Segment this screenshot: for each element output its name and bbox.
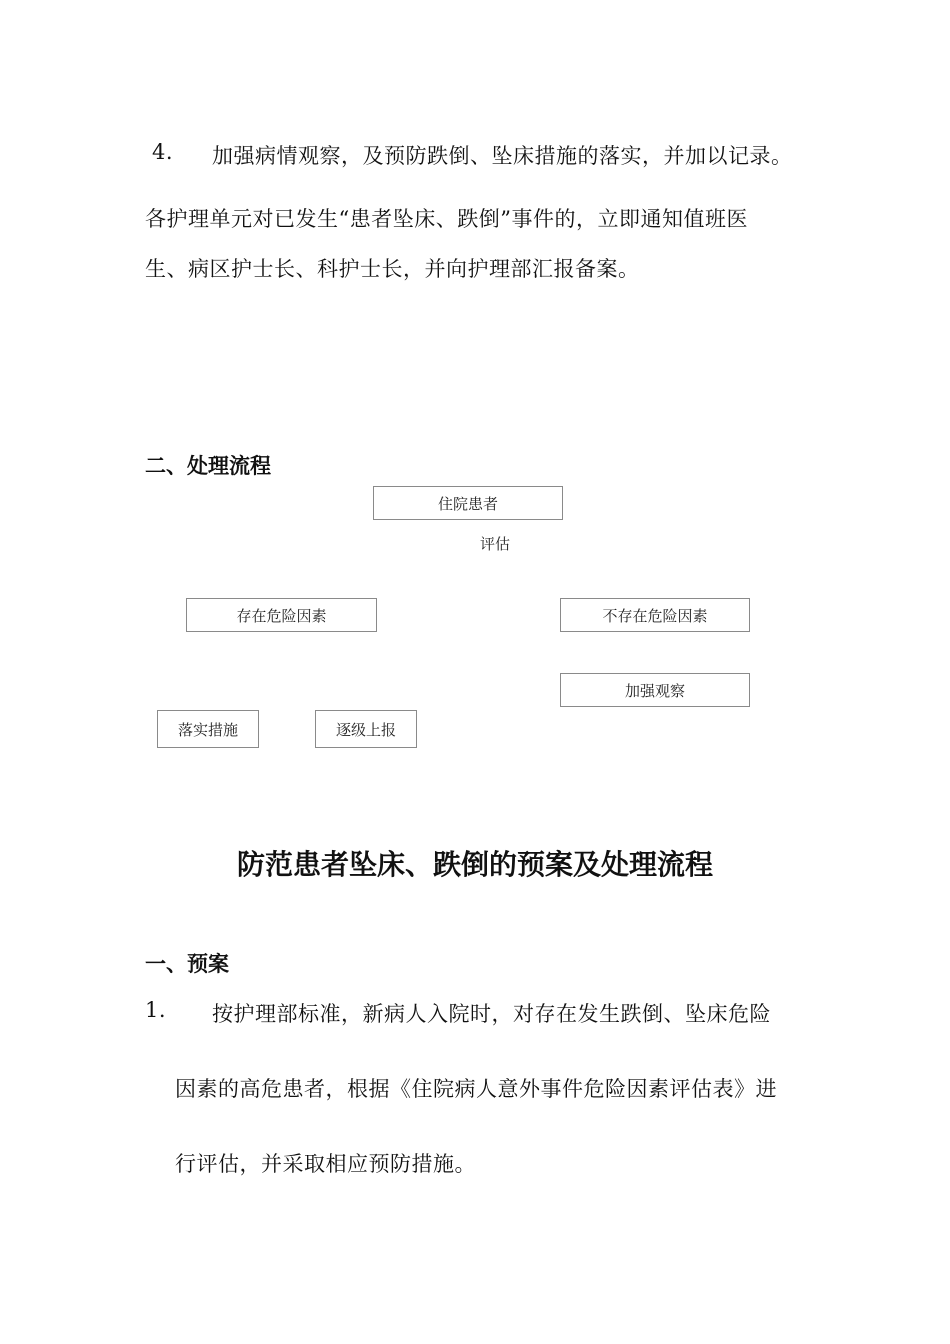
notice-line-2: 生、病区护士长、科护士长，并向护理部汇报备案。 bbox=[145, 257, 640, 281]
item-4-text: 加强病情观察，及预防跌倒、坠床措施的落实，并加以记录。 bbox=[212, 144, 793, 168]
flow-node-implement-measures bbox=[157, 710, 259, 748]
item-4-number: 4. bbox=[152, 140, 174, 164]
flow-node-risk-absent-label: 不存在危险因素 bbox=[602, 606, 708, 625]
plan-item-1-line-2: 因素的高危患者，根据《住院病人意外事件危险因素评估表》进 bbox=[175, 1077, 777, 1101]
flow-node-report-upward bbox=[315, 710, 417, 748]
notice-line-1: 各护理单元对已发生“患者坠床、跌倒”事件的，立即通知值班医 bbox=[145, 207, 748, 231]
flow-heading: 二、处理流程 bbox=[145, 454, 271, 478]
flow-node-strengthen-observation bbox=[560, 673, 750, 707]
flow-node-implement-measures-label: 落实措施 bbox=[177, 720, 238, 739]
flow-node-risk-present-label: 存在危险因素 bbox=[236, 606, 327, 625]
flow-label-assess: 评估 bbox=[480, 535, 511, 553]
document-title: 防范患者坠床、跌倒的预案及处理流程 bbox=[236, 848, 713, 881]
flow-node-risk-present bbox=[186, 598, 377, 632]
flow-node-inpatient-label: 住院患者 bbox=[437, 494, 498, 513]
plan-item-1-number: 1. bbox=[145, 998, 167, 1022]
plan-item-1-line-3: 行评估，并采取相应预防措施。 bbox=[175, 1152, 476, 1176]
flow-node-report-upward-label: 逐级上报 bbox=[335, 720, 396, 739]
plan-heading: 一、预案 bbox=[145, 952, 229, 976]
plan-item-1-line-1: 按护理部标准，新病人入院时，对存在发生跌倒、坠床危险 bbox=[212, 1002, 771, 1026]
flow-node-risk-absent bbox=[560, 598, 750, 632]
flow-node-inpatient bbox=[373, 486, 563, 520]
flow-node-strengthen-observation-label: 加强观察 bbox=[624, 681, 685, 700]
